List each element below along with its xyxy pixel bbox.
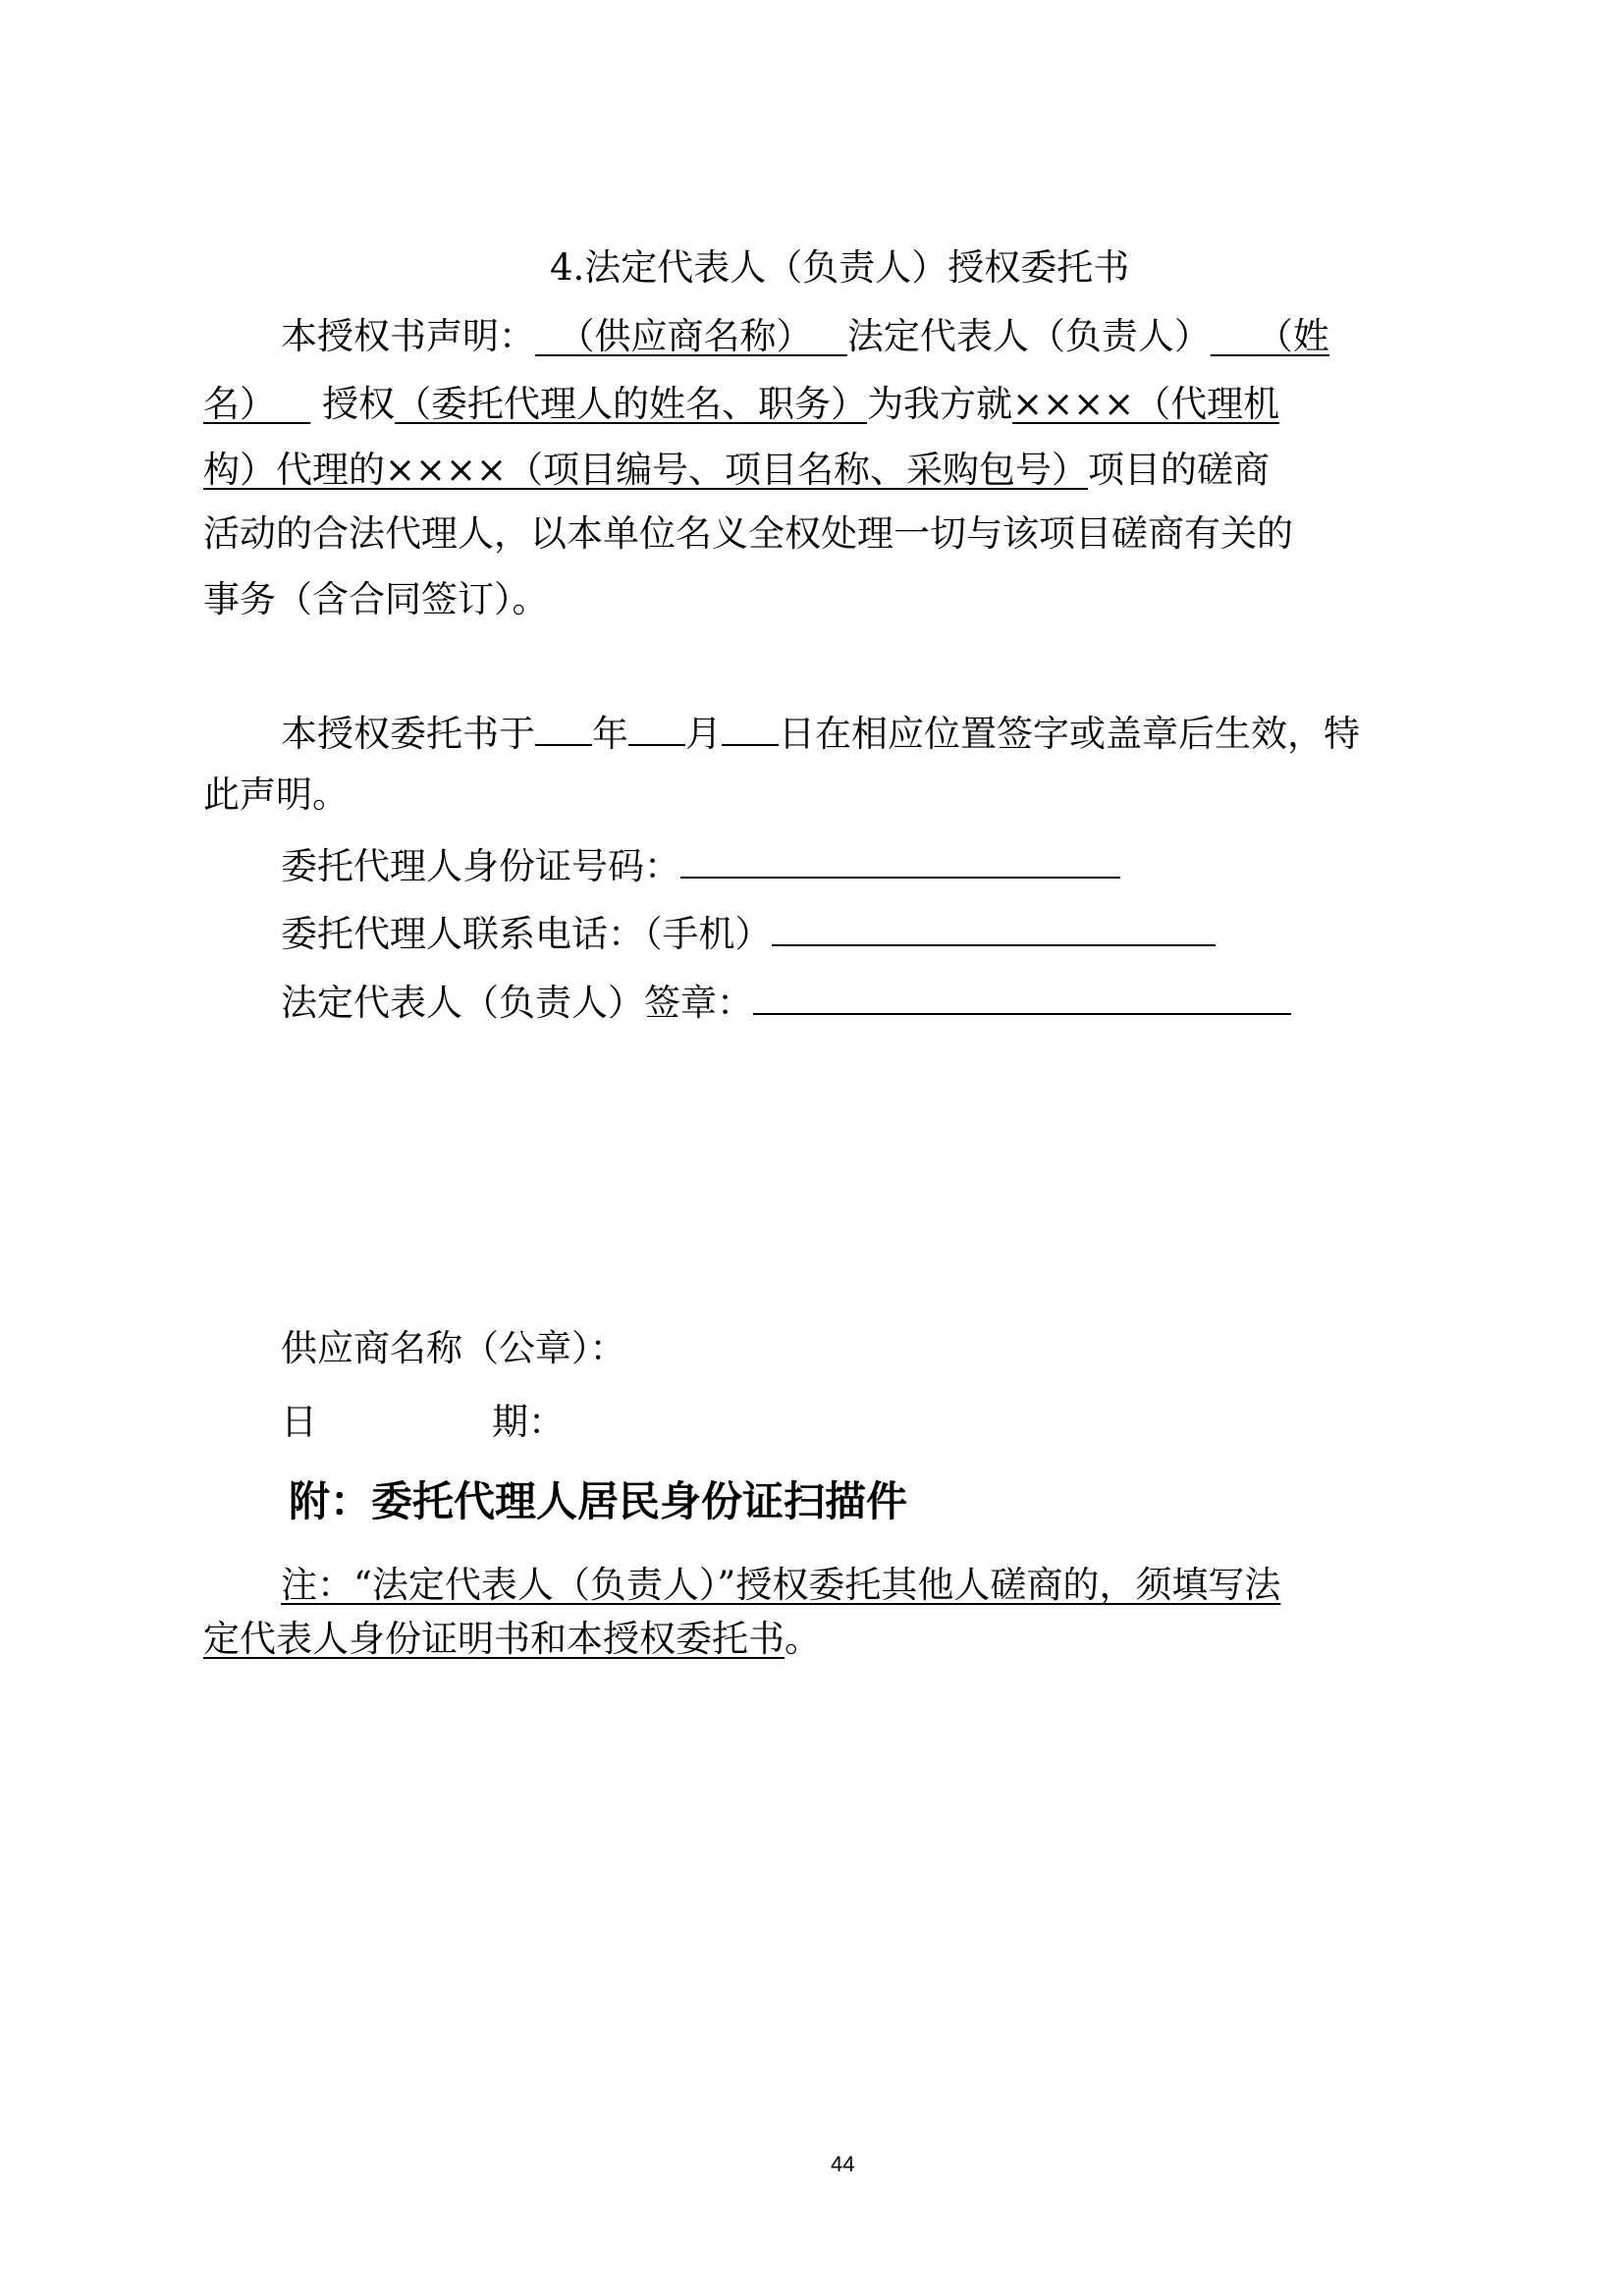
statement-line-1: [281, 312, 1329, 361]
month-label: 月: [685, 713, 722, 755]
note-end: 。: [785, 1618, 821, 1660]
signature-label: 法定代表人（负责人）签章：: [281, 982, 753, 1024]
page-number: 44: [831, 2152, 855, 2176]
statement-text: 事务（含合同签订）。: [203, 578, 549, 620]
date-label-b: 期：: [492, 1401, 565, 1443]
effective-text: 此声明。: [203, 774, 349, 816]
note-text: 注：“法定代表人（负责人）”授权委托其他人磋商的，须填写法: [281, 1564, 1281, 1606]
statement-line-2: [203, 380, 1279, 429]
note-text: 定代表人身份证明书和本授权委托书: [203, 1618, 785, 1660]
agency-placeholder: ××××（代理机: [1012, 383, 1280, 425]
project-placeholder: 构）代理的××××（项目编号、项目名称、采购包号）: [203, 449, 1089, 491]
id-number-blank: [680, 837, 1120, 879]
note-line-2: [203, 1615, 821, 1664]
effective-text: 日在相应位置签字或盖章后生效，特: [779, 713, 1360, 755]
statement-text: 本授权书声明：: [281, 315, 535, 357]
month-blank: [628, 705, 685, 746]
attachment-heading: [289, 1474, 907, 1529]
statement-line-5: [203, 575, 549, 624]
effective-text: 本授权委托书于: [281, 713, 535, 755]
representative-name-placeholder: （姓: [1256, 315, 1329, 357]
phone-label: 委托代理人联系电话：（手机）: [281, 913, 772, 955]
id-number-field: [281, 837, 1120, 891]
signature-blank: [753, 974, 1291, 1015]
statement-text: 授权: [322, 383, 396, 425]
effective-line-1: [281, 705, 1360, 759]
day-blank: [722, 705, 779, 746]
statement-text: 为我方就: [867, 383, 1013, 425]
statement-text: 法定代表人（负责人）: [846, 315, 1211, 357]
supplier-seal-line: [281, 1324, 626, 1373]
document-title: [550, 243, 1129, 293]
phone-field: [281, 905, 1216, 959]
title-text: 4.法定代表人（负责人）授权委托书: [550, 246, 1130, 289]
statement-line-3: [203, 446, 1270, 495]
supplier-name-placeholder: （供应商名称）: [558, 315, 813, 357]
statement-text: 项目的磋商: [1088, 449, 1271, 491]
id-number-label: 委托代理人身份证号码：: [281, 845, 680, 887]
representative-name-placeholder-cont: 名）: [203, 383, 276, 425]
date-label-a: 日: [281, 1401, 317, 1443]
note-line-1: [281, 1561, 1280, 1610]
agent-name-placeholder: （委托代理人的姓名、职务）: [395, 383, 868, 425]
phone-blank: [772, 905, 1216, 946]
statement-line-4: [203, 509, 1293, 559]
date-line: [281, 1398, 565, 1447]
year-blank: [535, 705, 592, 746]
year-label: 年: [592, 713, 628, 755]
supplier-seal-label: 供应商名称（公章）：: [281, 1327, 626, 1369]
attachment-text: 附：委托代理人居民身份证扫描件: [289, 1477, 908, 1525]
statement-text: 活动的合法代理人，以本单位名义全权处理一切与该项目磋商有关的: [203, 512, 1293, 555]
signature-field: [281, 974, 1291, 1028]
effective-line-2: [203, 771, 349, 820]
